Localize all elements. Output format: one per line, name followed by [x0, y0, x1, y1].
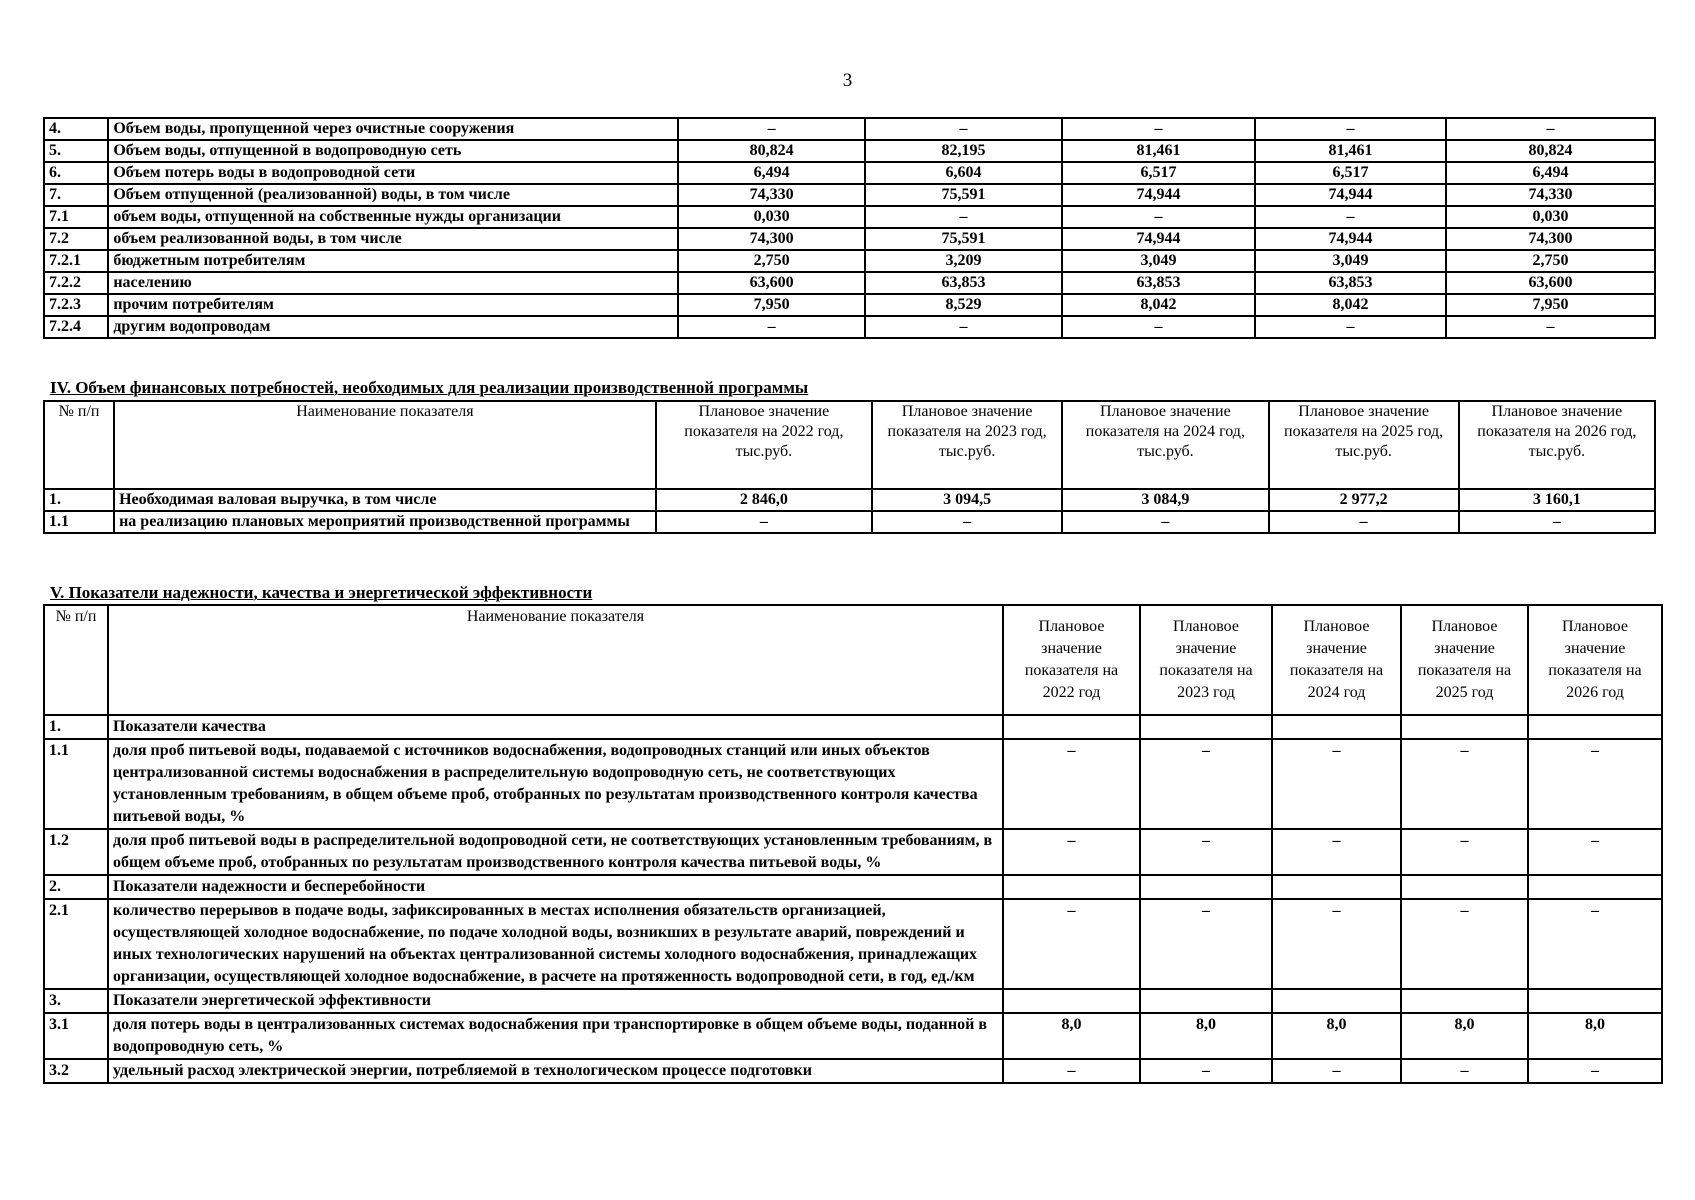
- reliability-quality-table: [43, 604, 1663, 1084]
- row-name: Объем воды, пропущенной через очистные сооружения: [108, 118, 678, 140]
- header-year: Плановое значение показателя на 2022 год: [1003, 605, 1140, 715]
- row-value: 3,049: [1062, 250, 1255, 272]
- row-value: 8,0: [1528, 1013, 1662, 1059]
- row-value: –: [1003, 739, 1140, 829]
- row-name: Показатели энергетической эффективности: [108, 989, 1003, 1013]
- row-value: [1272, 875, 1401, 899]
- row-value: [1140, 715, 1272, 739]
- row-number: 2.: [44, 875, 108, 899]
- table-row: [44, 162, 1655, 184]
- row-number: 1.1: [44, 739, 108, 829]
- row-value: 6,604: [865, 162, 1062, 184]
- row-value: 3 160,1: [1459, 489, 1655, 511]
- row-value: 8,0: [1401, 1013, 1528, 1059]
- row-value: 3 094,5: [872, 489, 1062, 511]
- row-number: 7.1: [44, 206, 108, 228]
- table-header-row: [44, 401, 1655, 489]
- table-row: [44, 739, 1662, 829]
- row-value: –: [1003, 1059, 1140, 1083]
- row-value: [1401, 989, 1528, 1013]
- row-number: 3.1: [44, 1013, 108, 1059]
- row-value: –: [1062, 316, 1255, 338]
- row-value: 74,944: [1062, 184, 1255, 206]
- financial-needs-table: [43, 400, 1656, 534]
- header-year: Плановое значение показателя на 2024 год, тыс.руб.: [1062, 401, 1268, 489]
- row-value: 74,944: [1062, 228, 1255, 250]
- row-value: –: [1140, 829, 1272, 875]
- row-value: 2,750: [678, 250, 865, 272]
- header-year: Плановое значение показателя на 2025 год: [1401, 605, 1528, 715]
- row-value: –: [1255, 206, 1446, 228]
- row-value: –: [678, 118, 865, 140]
- row-value: 2 846,0: [656, 489, 872, 511]
- row-value: 80,824: [1446, 140, 1655, 162]
- row-name: доля потерь воды в централизованных системах водоснабжения при транспортировке в общем объеме воды, поданной в водопроводную сеть, %: [108, 1013, 1003, 1059]
- row-value: –: [1272, 1059, 1401, 1083]
- row-value: –: [1255, 118, 1446, 140]
- table-row: [44, 511, 1655, 533]
- row-value: –: [1272, 739, 1401, 829]
- table-row: [44, 899, 1662, 989]
- table-row: [44, 489, 1655, 511]
- row-value: [1003, 715, 1140, 739]
- row-name: Показатели качества: [108, 715, 1003, 739]
- table-row: [44, 1059, 1662, 1083]
- row-number: 7.2.2: [44, 272, 108, 294]
- row-value: 75,591: [865, 184, 1062, 206]
- row-value: –: [1003, 829, 1140, 875]
- header-year: Плановое значение показателя на 2023 год: [1140, 605, 1272, 715]
- row-value: 8,042: [1255, 294, 1446, 316]
- row-value: –: [1401, 899, 1528, 989]
- row-value: [1003, 875, 1140, 899]
- table-row: [44, 1013, 1662, 1059]
- row-value: 7,950: [1446, 294, 1655, 316]
- row-value: 8,0: [1272, 1013, 1401, 1059]
- row-number: 3.: [44, 989, 108, 1013]
- row-value: [1528, 875, 1662, 899]
- row-value: 81,461: [1062, 140, 1255, 162]
- row-name: Показатели надежности и бесперебойности: [108, 875, 1003, 899]
- table-row: [44, 118, 1655, 140]
- row-number: 4.: [44, 118, 108, 140]
- row-name: Объем отпущенной (реализованной) воды, в том числе: [108, 184, 678, 206]
- row-value: [1528, 989, 1662, 1013]
- row-number: 7.2: [44, 228, 108, 250]
- row-number: 1.: [44, 489, 114, 511]
- row-number: 7.2.1: [44, 250, 108, 272]
- row-number: 1.2: [44, 829, 108, 875]
- section-4-title: IV. Объем финансовых потребностей, необходимых для реализации производственной программы: [50, 378, 809, 397]
- row-value: 2,750: [1446, 250, 1655, 272]
- row-value: 8,042: [1062, 294, 1255, 316]
- water-volume-table: [43, 117, 1656, 339]
- row-value: –: [1140, 899, 1272, 989]
- row-value: [1140, 875, 1272, 899]
- row-value: –: [1459, 511, 1655, 533]
- table-row: [44, 272, 1655, 294]
- header-name: Наименование показателя: [108, 605, 1003, 715]
- header-year: Плановое значение показателя на 2024 год: [1272, 605, 1401, 715]
- table-row: [44, 294, 1655, 316]
- table-row: [44, 875, 1662, 899]
- row-number: 2.1: [44, 899, 108, 989]
- row-value: –: [1446, 118, 1655, 140]
- row-value: –: [1062, 511, 1268, 533]
- row-number: 7.2.3: [44, 294, 108, 316]
- row-name: другим водопроводам: [108, 316, 678, 338]
- header-year: Плановое значение показателя на 2026 год: [1528, 605, 1662, 715]
- row-name: объем реализованной воды, в том числе: [108, 228, 678, 250]
- row-value: –: [865, 316, 1062, 338]
- row-value: –: [1528, 829, 1662, 875]
- row-value: –: [1401, 1059, 1528, 1083]
- row-value: 63,853: [1255, 272, 1446, 294]
- row-value: [1401, 715, 1528, 739]
- row-value: 74,944: [1255, 228, 1446, 250]
- row-value: 6,517: [1255, 162, 1446, 184]
- table-row: [44, 316, 1655, 338]
- row-value: 63,600: [1446, 272, 1655, 294]
- table-row: [44, 140, 1655, 162]
- header-year: Плановое значение показателя на 2023 год, тыс.руб.: [872, 401, 1062, 489]
- row-value: –: [1269, 511, 1459, 533]
- row-value: 0,030: [678, 206, 865, 228]
- row-name: Объем потерь воды в водопроводной сети: [108, 162, 678, 184]
- header-num: № п/п: [44, 401, 114, 489]
- row-value: 8,0: [1003, 1013, 1140, 1059]
- row-value: 3,209: [865, 250, 1062, 272]
- header-year: Плановое значение показателя на 2022 год, тыс.руб.: [656, 401, 872, 489]
- row-value: 74,330: [1446, 184, 1655, 206]
- row-value: [1272, 989, 1401, 1013]
- row-number: 1.1: [44, 511, 114, 533]
- table-row: [44, 184, 1655, 206]
- row-value: [1528, 715, 1662, 739]
- row-value: –: [1140, 739, 1272, 829]
- row-value: 6,494: [1446, 162, 1655, 184]
- table-row: [44, 829, 1662, 875]
- row-value: –: [1255, 316, 1446, 338]
- header-year: Плановое значение показателя на 2026 год, тыс.руб.: [1459, 401, 1655, 489]
- table-row: [44, 989, 1662, 1013]
- row-name: удельный расход электрической энергии, потребляемой в технологическом процессе подготовки: [108, 1059, 1003, 1083]
- row-value: 74,300: [1446, 228, 1655, 250]
- row-number: 5.: [44, 140, 108, 162]
- row-name: Необходимая валовая выручка, в том числе: [114, 489, 656, 511]
- page-number: 3: [842, 70, 853, 91]
- table-row: [44, 715, 1662, 739]
- row-name: прочим потребителям: [108, 294, 678, 316]
- row-value: –: [1528, 1059, 1662, 1083]
- row-value: [1272, 715, 1401, 739]
- row-value: –: [1062, 118, 1255, 140]
- row-value: 0,030: [1446, 206, 1655, 228]
- row-value: [1003, 989, 1140, 1013]
- table-row: [44, 250, 1655, 272]
- row-number: 3.2: [44, 1059, 108, 1083]
- row-value: –: [1062, 206, 1255, 228]
- row-value: –: [1401, 739, 1528, 829]
- row-value: –: [865, 206, 1062, 228]
- row-name: количество перерывов в подаче воды, зафиксированных в местах исполнения обязательств организацией, осуществляющей холодное водоснабжение, по подаче холодной воды, возникших в результате аварий, повреждений и иных технологических нарушений на объектах централизованной системы холодного водоснабжения, принадлежащих организации, осуществляющей холодное водоснабжение, в расчете на протяженность водопроводной сети, в год, ед./км: [108, 899, 1003, 989]
- row-value: 75,591: [865, 228, 1062, 250]
- row-value: 3,049: [1255, 250, 1446, 272]
- header-year: Плановое значение показателя на 2025 год, тыс.руб.: [1269, 401, 1459, 489]
- section-5-title: V. Показатели надежности, качества и энергетической эффективности: [50, 583, 593, 602]
- row-value: –: [1446, 316, 1655, 338]
- row-number: 7.2.4: [44, 316, 108, 338]
- row-value: –: [1272, 829, 1401, 875]
- row-number: 6.: [44, 162, 108, 184]
- row-value: 81,461: [1255, 140, 1446, 162]
- row-name: объем воды, отпущенной на собственные нужды организации: [108, 206, 678, 228]
- row-value: 7,950: [678, 294, 865, 316]
- header-num: № п/п: [44, 605, 108, 715]
- row-value: 80,824: [678, 140, 865, 162]
- row-name: на реализацию плановых мероприятий производственной программы: [114, 511, 656, 533]
- row-value: 8,0: [1140, 1013, 1272, 1059]
- row-name: бюджетным потребителям: [108, 250, 678, 272]
- row-value: –: [865, 118, 1062, 140]
- row-value: –: [1528, 739, 1662, 829]
- row-value: –: [678, 316, 865, 338]
- row-value: 2 977,2: [1269, 489, 1459, 511]
- row-value: –: [1401, 829, 1528, 875]
- row-value: –: [1272, 899, 1401, 989]
- row-value: –: [1003, 899, 1140, 989]
- row-number: 1.: [44, 715, 108, 739]
- row-value: 74,300: [678, 228, 865, 250]
- row-name: населению: [108, 272, 678, 294]
- row-value: 6,517: [1062, 162, 1255, 184]
- row-value: –: [872, 511, 1062, 533]
- table-header-row: [44, 605, 1662, 715]
- row-value: 82,195: [865, 140, 1062, 162]
- row-value: 63,853: [1062, 272, 1255, 294]
- row-name: доля проб питьевой воды, подаваемой с источников водоснабжения, водопроводных станций или иных объектов централизованной системы водоснабжения в распределительную водопроводную сеть, не соответствующих установленным требованиям, в общем объеме проб, отобранных по результатам производственного контроля качества питьевой воды, %: [108, 739, 1003, 829]
- row-value: 74,944: [1255, 184, 1446, 206]
- row-value: 8,529: [865, 294, 1062, 316]
- table-row: [44, 206, 1655, 228]
- row-value: –: [656, 511, 872, 533]
- row-value: 74,330: [678, 184, 865, 206]
- row-name: доля проб питьевой воды в распределительной водопроводной сети, не соответствующих установленным требованиям, в общем объеме проб, отобранных по результатам производственного контроля качества питьевой воды, %: [108, 829, 1003, 875]
- table-row: [44, 228, 1655, 250]
- row-value: [1140, 989, 1272, 1013]
- header-name: Наименование показателя: [114, 401, 656, 489]
- row-value: 6,494: [678, 162, 865, 184]
- row-value: –: [1140, 1059, 1272, 1083]
- row-value: 63,600: [678, 272, 865, 294]
- row-name: Объем воды, отпущенной в водопроводную сеть: [108, 140, 678, 162]
- row-value: [1401, 875, 1528, 899]
- row-value: –: [1528, 899, 1662, 989]
- row-number: 7.: [44, 184, 108, 206]
- row-value: 3 084,9: [1062, 489, 1268, 511]
- row-value: 63,853: [865, 272, 1062, 294]
